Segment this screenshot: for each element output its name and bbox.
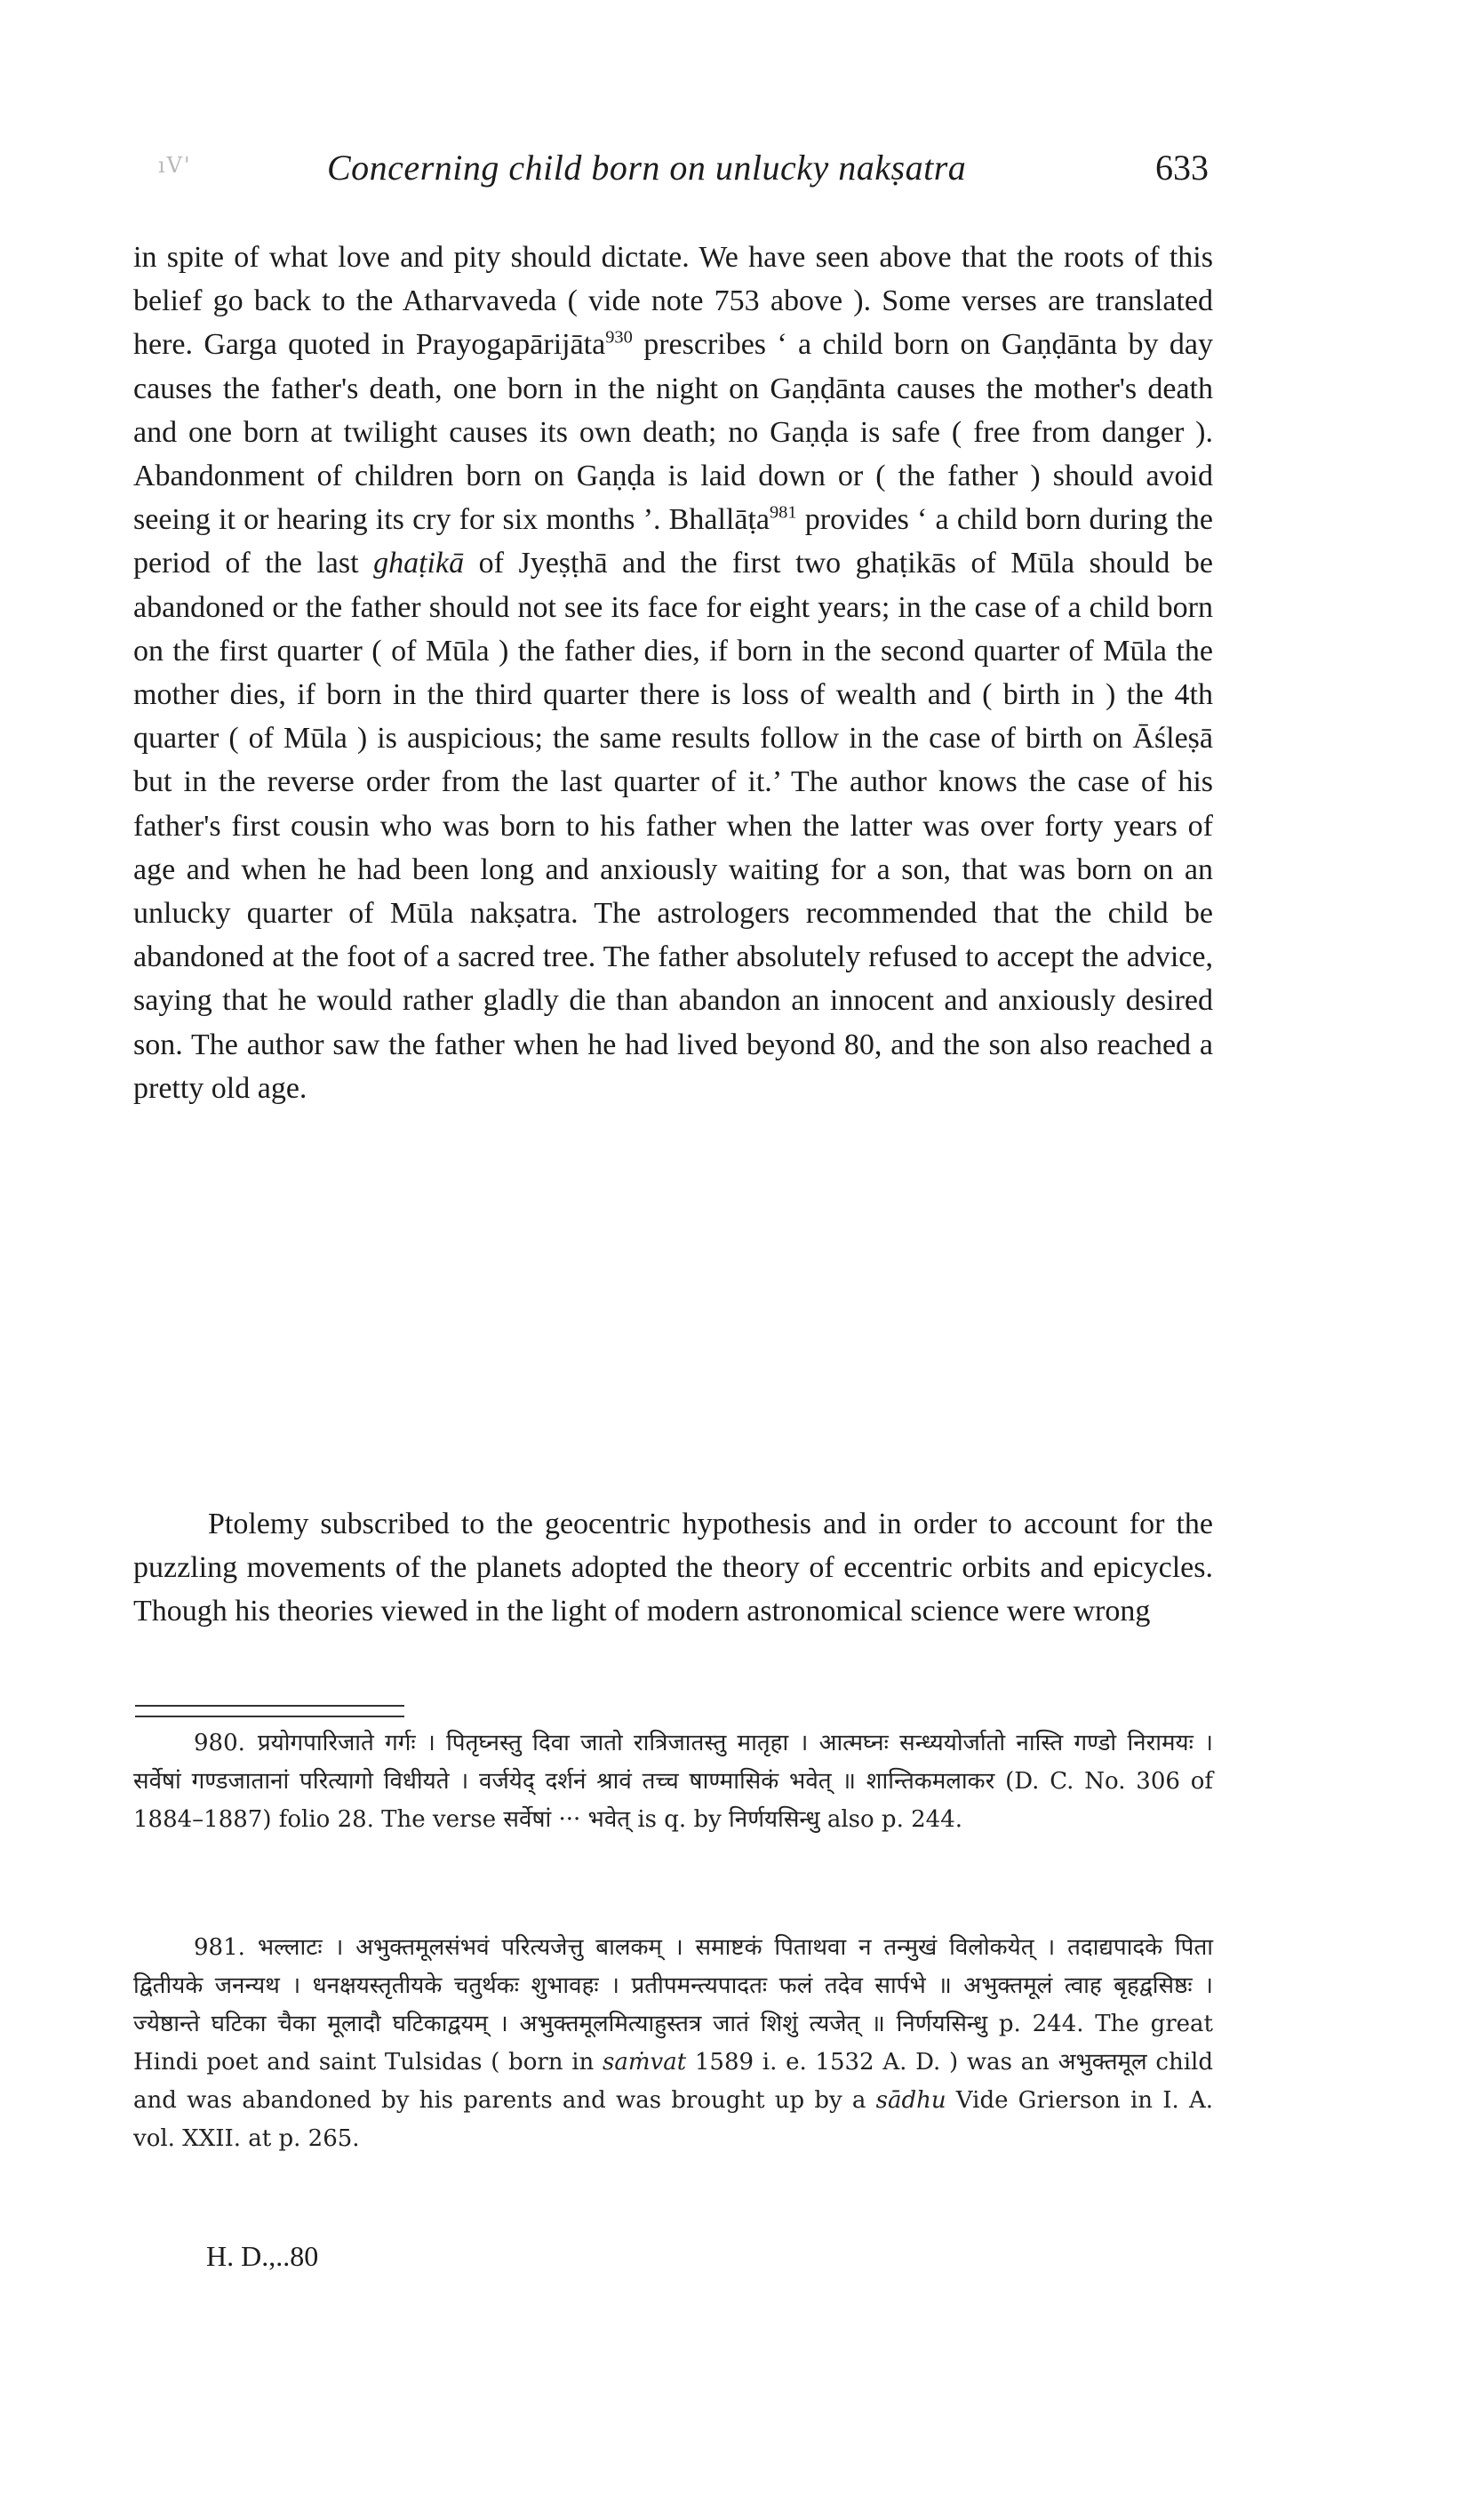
footnote-981-italic-samvat: saṁvat <box>603 2049 687 2076</box>
footnote-981-number: 981. <box>194 1934 245 1961</box>
footnote-981-text-c: Vide Grierson in I. A. vol. XXII. at p. 265. <box>133 2087 1213 2152</box>
signature-mark: H. D.,..80 <box>206 2240 319 2272</box>
footnote-ref-981: 981 <box>769 502 797 523</box>
footnote-981-text-a: भल्लाटः । अभुक्तमूलसंभवं परित्यजेत्तु बालकम् । समाष्टकं पिताथवा न तन्मुखं विलोकयेत् । तदाद्यपादके पिता द्वितीयके जनन्यथ । धनक्षयस्तृतीयके चतुर्थकः शुभावहः । प्रतीपमन्त्यपादतः फलं तदेव सार्पभे ॥ अभुक्तमूलं त्वाह बृहद्वसिष्ठः । ज्येष्ठान्ते घटिका चैका मूलादौ घटिकाद्वयम् । अभुक्तमूलमित्याहुस्तत्र जातं शिशुं त्यजेत् ॥ निर्णयसिन्धु p. 244. The great Hindi poet and saint Tulsidas ( born in <box>133 1934 1213 2076</box>
paragraph-1-text-a: in spite of what love and pity should dictate. We have seen above that the roots of this belief go back to the Atharvaveda ( vide note 753 above ). Some verses are translated here. Garga quoted in Prayogapārijāta <box>133 241 1213 362</box>
footnote-980-number: 980. <box>194 1730 245 1756</box>
paragraph-1-text-d: of Jyeṣṭhā and the first two ghaṭikās of Mūla should be abandoned or the father should not see its face for eight years; in the case of a child born on the first quarter ( of Mūla ) the father dies, if born in the second quarter of Mūla the mother dies, if born in the third quarter there is loss of wealth and ( birth in ) the 4th quarter ( of Mūla ) is auspicious; the same results follow in the case of birth on Āśleṣā but in the reverse order from the last quarter of it.’ The author knows the case of his father's first cousin who was born to his father when the latter was over forty years of age and when he had been long and anxiously waiting for a son, that was born on an unlucky quarter of Mūla nakṣatra. The astrologers recommended that the child be abandoned at the foot of a sacred tree. The father absolutely refused to accept the advice, saying that he would rather gladly die than abandon an innocent and anxiously desired son. The author saw the father when he had lived beyond 80, and the son also reached a pretty old age. <box>133 547 1213 1105</box>
footnote-ref-930: 930 <box>605 328 633 348</box>
footnote-980 <box>133 1724 1213 1839</box>
footnote-980-text: प्रयोगपारिजाते गर्गः । पितृघ्नस्तु दिवा जातो रात्रिजातस्तु मातृहा । आत्मघ्नः सन्ध्ययोर्जातो नास्ति गण्डो निरामयः । सर्वेषां गण्डजातानां परित्यागो विधीयते । वर्जयेद् दर्शनं श्रावं तच्च षाण्मासिकं भवेत् ॥ शान्तिकमलाकर (D. C. No. 306 of 1884–1887) folio 28. The verse सर्वेषां ··· भवेत् is q. by निर्णयसिन्धु also p. 244. <box>133 1730 1213 1833</box>
footnote-981 <box>133 1929 1213 2158</box>
paragraph-2: Ptolemy subscribed to the geocentric hypothesis and in order to account for the puzzling movements of the planets adopted the theory of eccentric orbits and epicycles. Though his theories viewed in the light of modern astronomical science were wrong <box>133 1508 1213 1628</box>
margin-mark: ıV' <box>158 153 192 178</box>
paragraph-1-italic-ghatika: ghaṭikā <box>373 547 465 580</box>
footnote-separator <box>135 1705 404 1717</box>
paragraph-1-text-b: prescribes ‘ a child born on Gaṇḍānta by day causes the father's death, one born in the night on Gaṇḍānta causes the mother's death and one born at twilight causes its own death; no Gaṇḍa is safe ( free from danger ). Abandonment of children born on Gaṇḍa is laid down or ( the father ) should avoid seeing it or hearing its cry for six months ’. Bhallāṭa <box>133 328 1213 537</box>
paragraph-1-text-c: provides ‘ a child born during the period of the last <box>133 503 1213 580</box>
footnote-981-italic-sadhu: sādhu <box>875 2087 946 2114</box>
running-title: Concerning child born on unlucky nakṣatra <box>327 148 967 188</box>
page-number: 633 <box>1155 148 1209 188</box>
paragraph-1 <box>133 236 1213 1110</box>
footnote-981-text-b: 1589 i. e. 1532 A. D. ) was an अभुक्तमूल child and was abandoned by his parents and was brought up by a <box>133 2049 1213 2114</box>
